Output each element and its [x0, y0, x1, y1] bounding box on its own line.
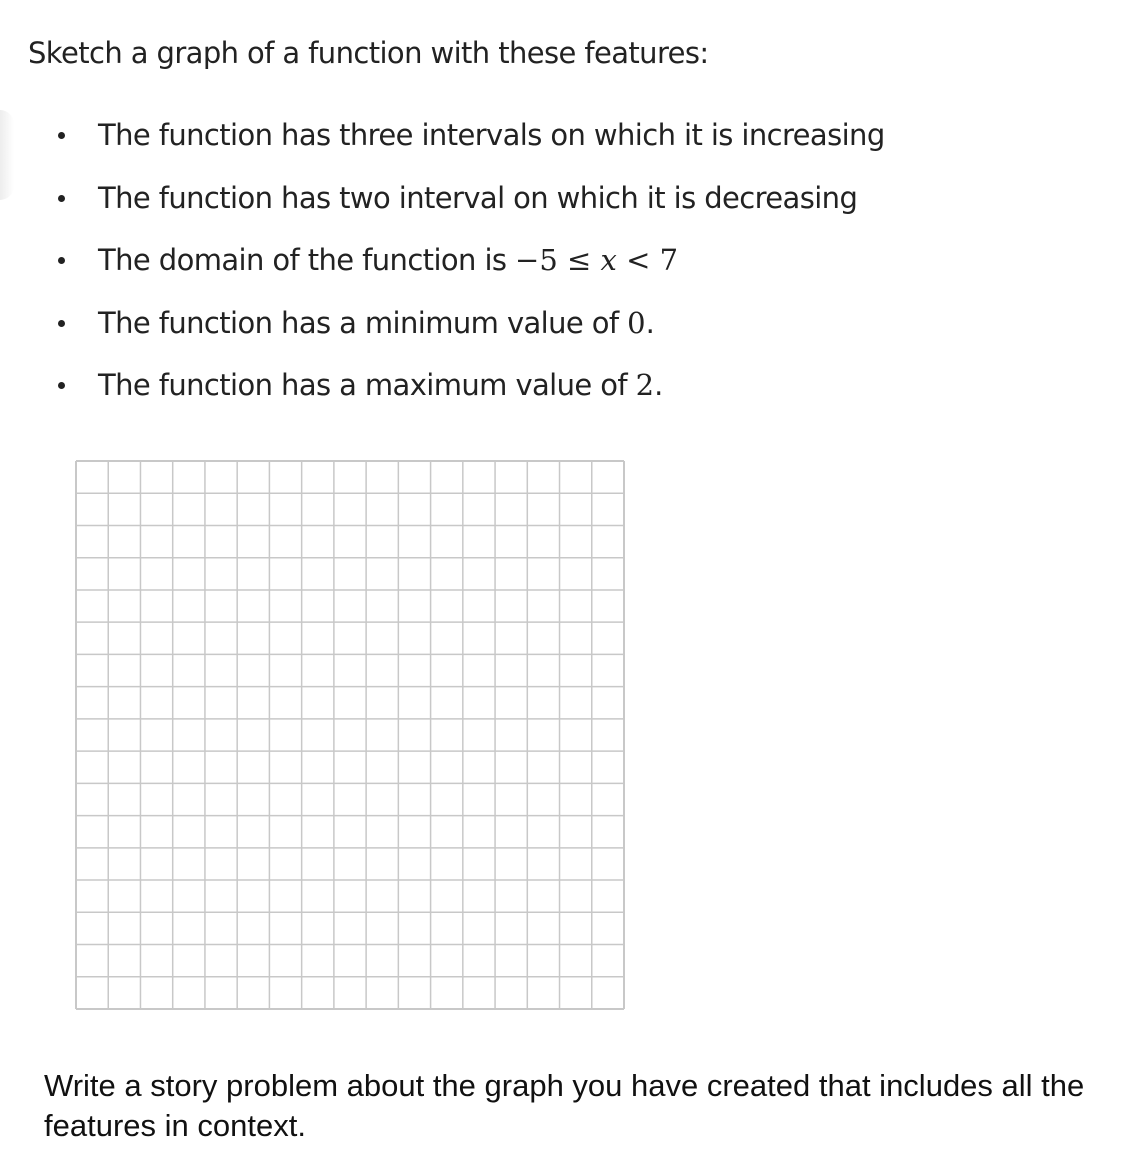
feature-text-prefix: The domain of the function is — [98, 243, 516, 277]
page-edge-shadow — [0, 110, 14, 200]
feature-text: The function has three intervals on which it is increasing — [98, 118, 885, 152]
domain-le-symbol: ≤ — [567, 243, 592, 277]
feature-text-suffix: . — [645, 305, 655, 340]
feature-text: The function has two interval on which it is decreasing — [98, 180, 858, 215]
domain-lower-bound: −5 — [515, 243, 558, 277]
feature-text-suffix: . — [654, 368, 663, 402]
bullet-dot-icon — [58, 195, 65, 202]
domain-upper-bound: 7 — [659, 243, 679, 277]
story-prompt: Write a story problem about the graph you have created that includes all the features in context. — [44, 1068, 1085, 1143]
feature-text — [98, 243, 678, 277]
minimum-value: 0 — [627, 305, 646, 340]
bullet-dot-icon — [58, 320, 65, 327]
graph-grid-canvas[interactable] — [75, 460, 625, 1010]
feature-text — [98, 368, 663, 402]
bullet-dot-icon — [58, 132, 65, 139]
domain-variable: x — [600, 243, 617, 277]
bullet-dot-icon — [58, 382, 65, 389]
maximum-value: 2 — [635, 368, 655, 402]
question-title: Sketch a graph of a function with these features: — [28, 36, 709, 70]
bullet-dot-icon — [58, 257, 65, 264]
feature-text-prefix: The function has a maximum value of — [98, 368, 636, 402]
domain-inequality — [515, 243, 678, 277]
graph-grid[interactable] — [75, 460, 625, 1010]
feature-text-prefix: The function has a minimum value of — [98, 305, 628, 340]
domain-lt-symbol: < — [626, 243, 651, 277]
feature-text — [98, 306, 654, 340]
